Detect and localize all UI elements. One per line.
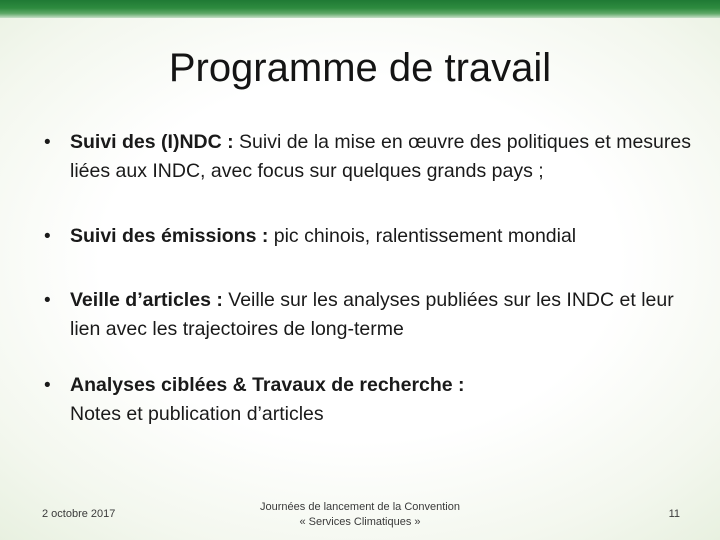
footer-event-title [230,500,490,530]
bullet-text [70,222,694,251]
top-accent-bar [0,0,720,18]
bullet-point-icon: • [44,375,51,396]
bullet-item [44,371,694,429]
footer-date: 2 octobre 2017 [42,508,116,520]
bullet-point-icon: • [44,132,51,153]
bullet-heading: Veille d’articles : [70,289,223,311]
bullet-item [44,128,694,186]
bullet-body: Suivi de la mise en œuvre des politiques et mesures liées aux INDC, avec focus sur quelques grands pays ; [70,131,691,182]
bullet-body: Notes et publication d’articles [70,403,324,425]
bullet-point-icon: • [44,226,51,247]
bullet-text [70,286,694,344]
footer-event-line-2: « Services Climatiques » [299,516,421,528]
bullet-text [70,128,694,186]
bullet-text [70,371,694,429]
page-number: 11 [668,508,680,520]
bullet-heading: Suivi des (I)NDC : [70,131,234,153]
bullet-point-icon: • [44,290,51,311]
footer-event-line-1: Journées de lancement de la Convention [260,501,460,513]
bullet-item [44,286,694,344]
bullet-item [44,222,694,251]
bullet-heading: Analyses ciblées & Travaux de recherche : [70,374,465,396]
slide-title: Programme de travail [168,46,552,90]
bullet-body: pic chinois, ralentissement mondial [268,225,577,247]
bullet-heading: Suivi des émissions : [70,225,269,247]
bullet-body: Veille sur les analyses publiées sur les INDC et leur lien avec les trajectoires de long-terme [70,289,674,340]
